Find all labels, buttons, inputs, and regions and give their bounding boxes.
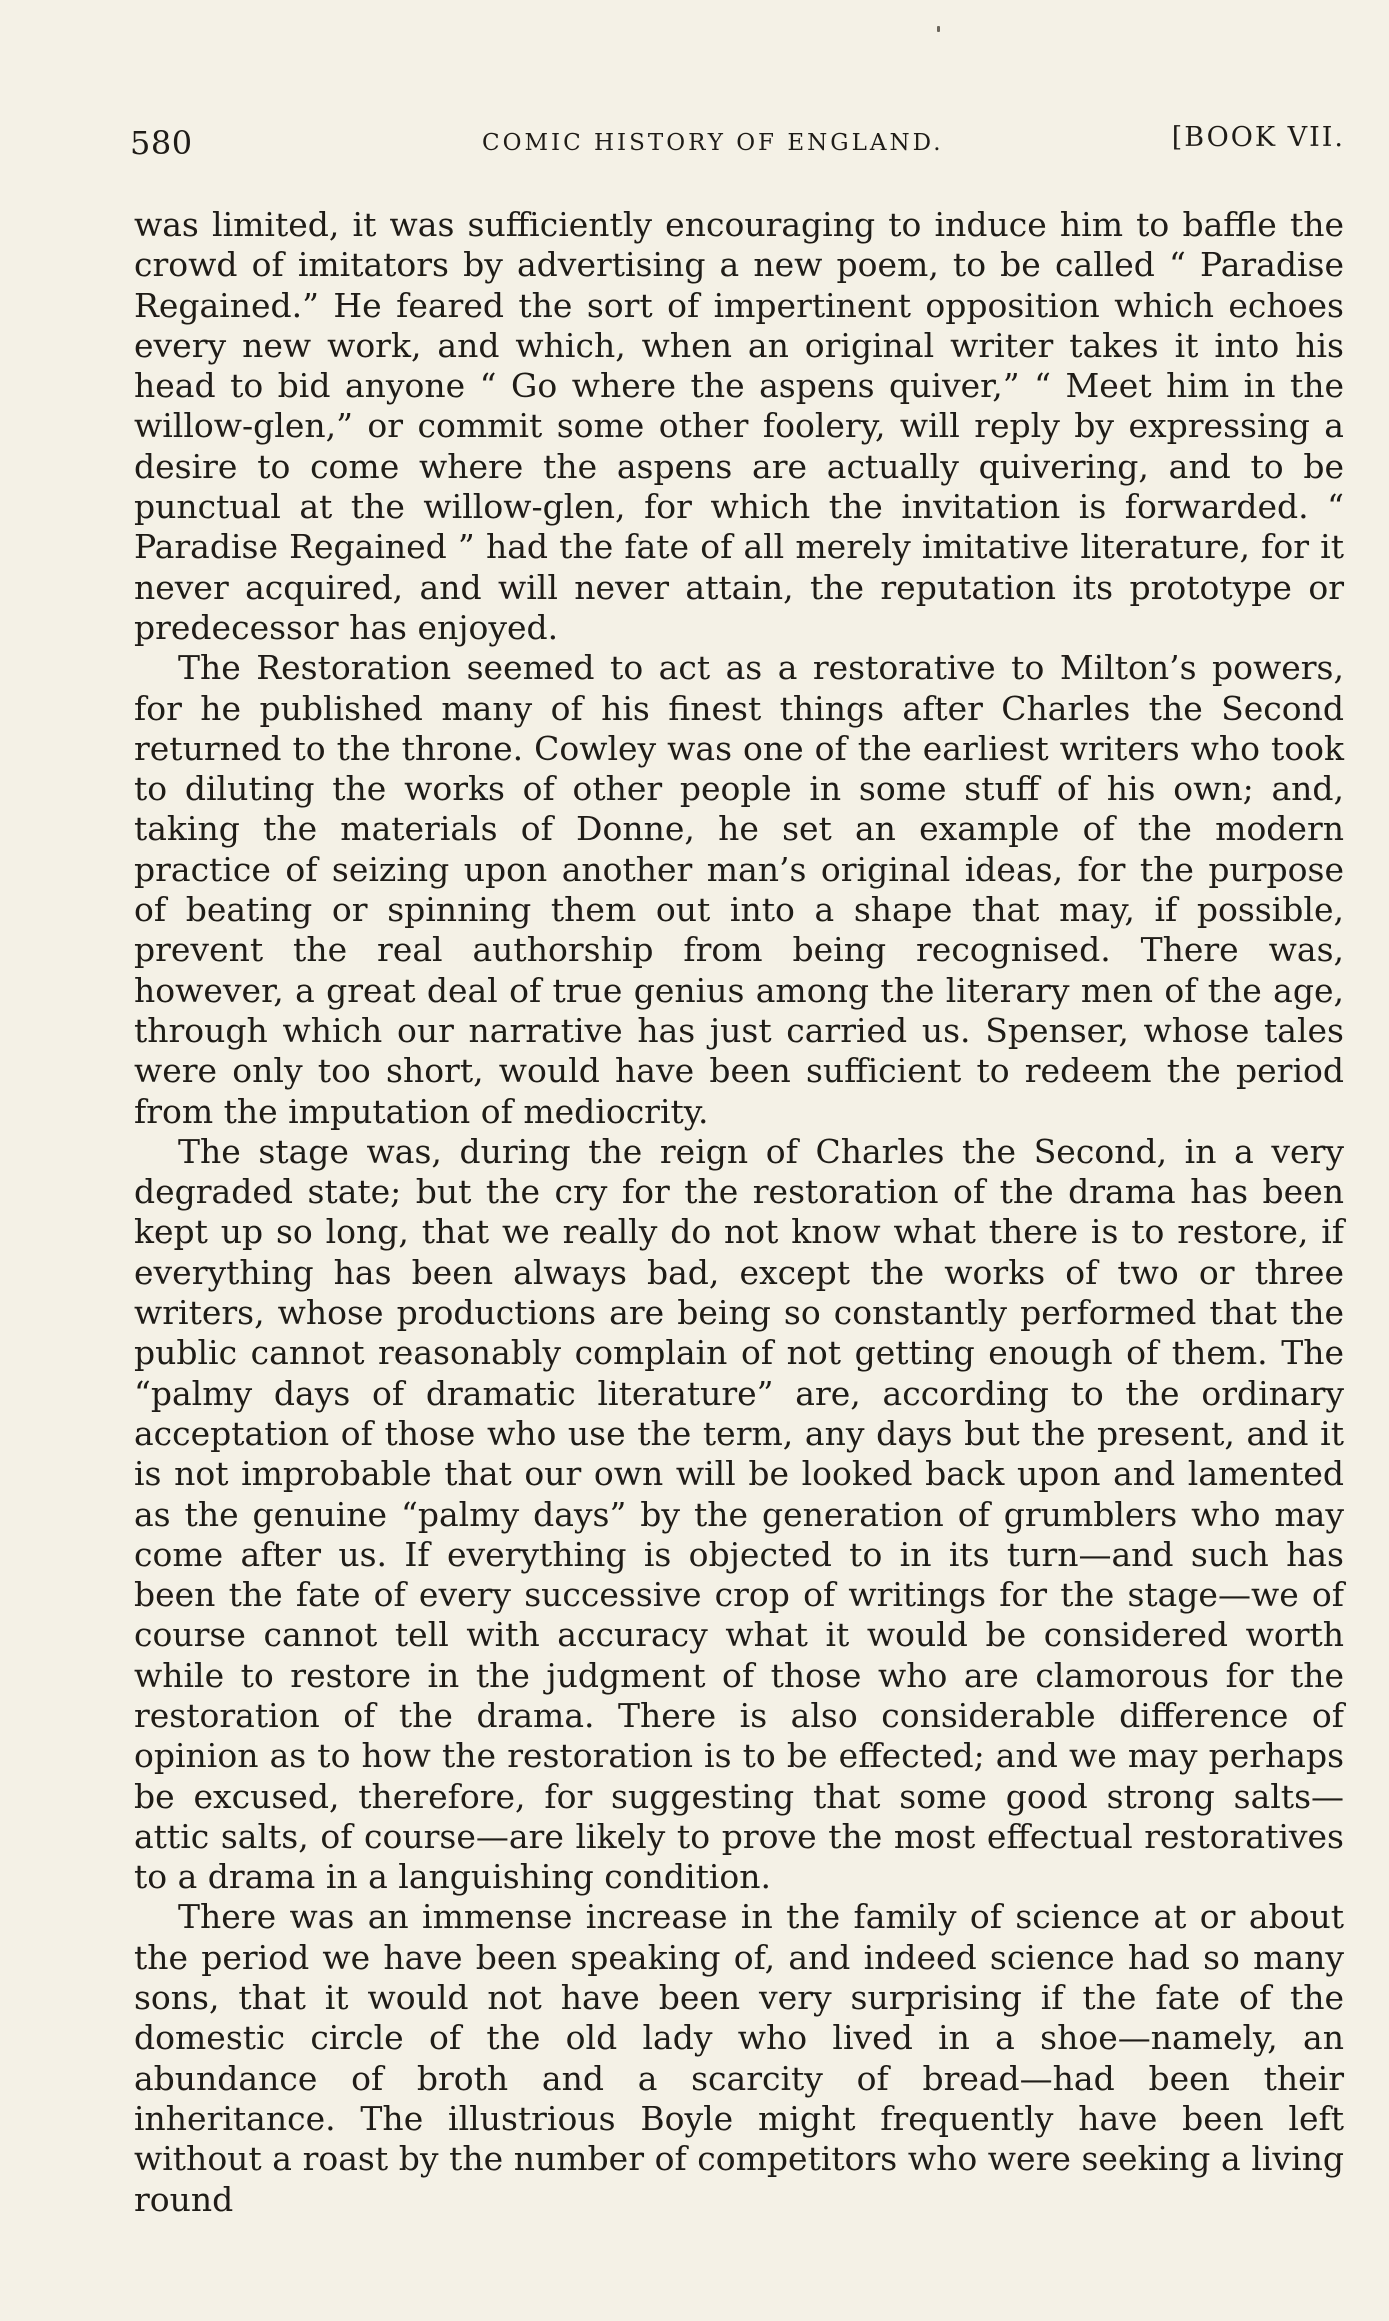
paragraph-stage: The stage was, during the reign of Charles the Second, in a very degraded state; but the cry for the restoration of the drama has been kept up so long, that we really do not know what there is to restore, if everything has been always bad, except the works of two or three writers, whose productions are being so constantly performed that the public cannot reasonably complain of not getting enough of them. The “palmy days of dramatic literature” are, according to the ordinary acceptation of those who use the term, any days but the present, and it is not improbable that our own will be looked back upon and lamented as the genuine “palmy days” by the generation of grumblers who may come after us. If everything is objected to in its turn—and such has been the fate of every successive crop of writings for the stage—we of course cannot tell with accuracy what it would be considered worth while to restore in the judgment of those who are clamorous for the restoration of the drama. There is also considerable difference of opinion as to how the restoration is to be effected; and we may perhaps be excused, therefore, for suggesting that some good strong salts—attic salts, of course—are likely to prove the most effectual restoratives to a drama in a languishing condition. <box>134 1131 1344 1897</box>
body-text <box>134 205 1344 2220</box>
print-speck <box>937 26 940 32</box>
running-header <box>130 120 1345 170</box>
paragraph-continued: was limited, it was sufficiently encouraging to induce him to baffle the crowd of imitators by advertising a new poem, to be called “ Paradise Regained.” He feared the sort of impertinent opposition which echoes every new work, and which, when an original writer takes it into his head to bid anyone “ Go where the aspens quiver,” “ Meet him in the willow-glen,” or commit some other foolery, will reply by expressing a desire to come where the aspens are actually quivering, and to be punctual at the willow-glen, for which the invitation is forwarded. “ Paradise Regained ” had the fate of all merely imitative literature, for it never acquired, and will never attain, the reputation its prototype or predecessor has enjoyed. <box>134 205 1344 647</box>
page-number: 580 <box>130 124 193 162</box>
running-title: COMIC HISTORY OF ENGLAND. <box>482 130 944 156</box>
paragraph-science: There was an immense increase in the family of science at or about the period we have been speaking of, and indeed science had so many sons, that it would not have been very surprising if the fate of the domestic circle of the old lady who lived in a shoe—namely, an abundance of broth and a scarcity of bread—had been their inheritance. The illustrious Boyle might frequently have been left without a roast by the number of competitors who were seeking a living round <box>134 1897 1344 2219</box>
paragraph-restoration: The Restoration seemed to act as a restorative to Milton’s powers, for he published many of his finest things after Charles the Second returned to the throne. Cowley was one of the earliest writers who took to diluting the works of other people in some stuff of his own; and, taking the materials of Donne, he set an example of the modern practice of seizing upon another man’s original ideas, for the purpose of beating or spinning them out into a shape that may, if possible, prevent the real authorship from being recognised. There was, however, a great deal of true genius among the literary men of the age, through which our narrative has just carried us. Spenser, whose tales were only too short, would have been sufficient to redeem the period from the imputation of mediocrity. <box>134 648 1344 1131</box>
book-marker: [BOOK VII. <box>1171 122 1345 153</box>
